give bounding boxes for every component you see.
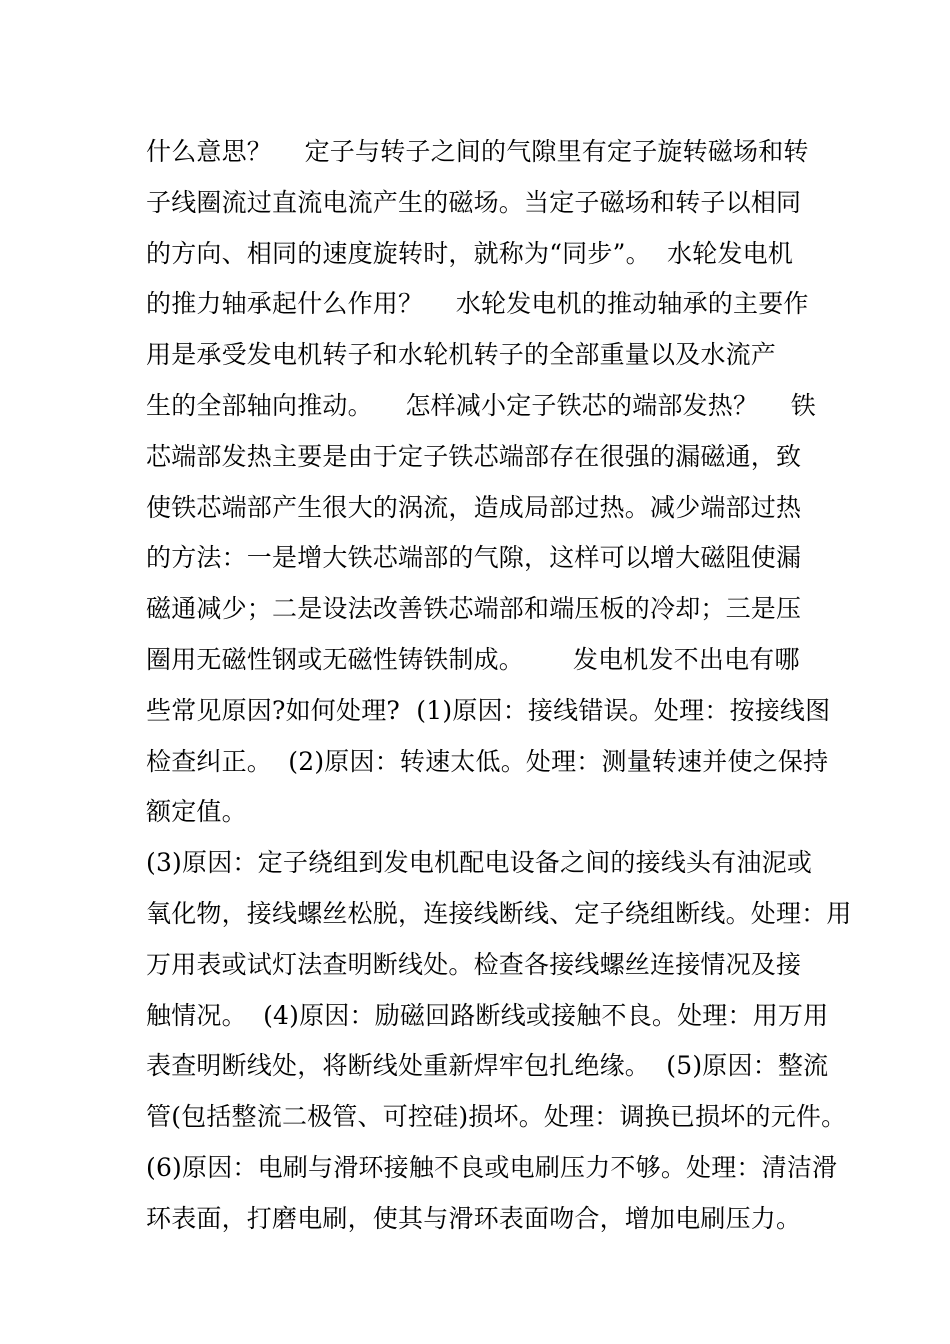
text-line: 的方向、相同的速度旋转时，就称为“同步”。 水轮发电机 (146, 238, 794, 268)
text-line: 管(包括整流二极管、可控硅)损坏。处理：调换已损坏的元件。 (146, 1102, 847, 1132)
text-line: 检查纠正。 (2)原因：转速太低。处理：测量转速并使之保持 (146, 746, 829, 776)
text-line: 表查明断线处，将断线处重新焊牢包扎绝缘。 (5)原因：整流 (146, 1051, 829, 1081)
text-line: 使铁芯端部产生很大的涡流，造成局部过热。减少端部过热 (146, 492, 802, 522)
text-line: 芯端部发热主要是由于定子铁芯端部存在很强的漏磁通，致 (146, 441, 802, 471)
text-line: 什么意思？ 定子与转子之间的气隙里有定子旋转磁场和转 (146, 137, 809, 166)
text-line: 生的全部轴向推动。 怎样减小定子铁芯的端部发热？ 铁 (146, 390, 816, 420)
text-line: 用是承受发电机转子和水轮机转子的全部重量以及水流产 (146, 340, 777, 370)
text-line: 的方法：一是增大铁芯端部的气隙，这样可以增大磁阻使漏 (146, 543, 802, 573)
document-body (146, 127, 852, 1245)
text-line: 磁通减少；二是设法改善铁芯端部和端压板的冷却；三是压 (146, 594, 802, 624)
text-line: 触情况。 (4)原因：励磁回路断线或接触不良。处理：用万用 (146, 1000, 829, 1030)
text-line: 子线圈流过直流电流产生的磁场。当定子磁场和转子以相同 (146, 187, 802, 217)
text-line: 的推力轴承起什么作用？ 水轮发电机的推动轴承的主要作 (146, 289, 809, 319)
text-line: 些常见原因?如何处理? (1)原因：接线错误。处理：按接线图 (146, 695, 831, 725)
text-line: (3)原因：定子绕组到发电机配电设备之间的接线头有油泥或 (146, 848, 813, 878)
text-line: (6)原因：电刷与滑环接触不良或电刷压力不够。处理：清洁滑 (146, 1152, 838, 1182)
text-line: 圈用无磁性钢或无磁性铸铁制成。 发电机发不出电有哪 (146, 644, 800, 674)
text-line: 氧化物，接线螺丝松脱，连接线断线、定子绕组断线。处理：用 (146, 898, 852, 928)
text-line: 万用表或试灯法查明断线处。检查各接线螺丝连接情况及接 (146, 949, 802, 979)
text-line: 额定值。 (146, 797, 247, 827)
text-line: 环表面，打磨电刷，使其与滑环表面吻合，增加电刷压力。 (146, 1203, 802, 1233)
